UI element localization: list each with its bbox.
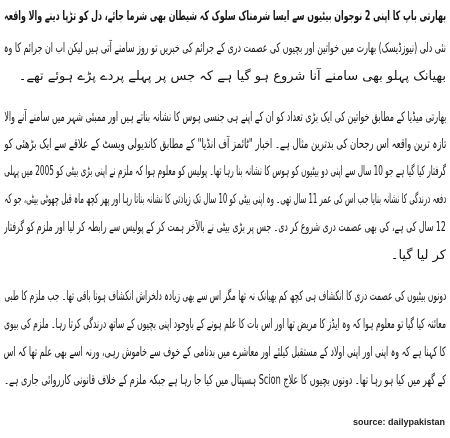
line-text: نئی دلی (نیوزڈیسک) بھارت میں خواتین اور بچیوں کی عصمت دری کے جرائم کی خبریں تو روز سامنے آتی ہیں لیکن اب ان جرائم کا وہ — [4, 41, 446, 56]
line-text: 12 سال کی ہے، کی بھی عصمت دری شروع کر دی۔ جس پر بڑی بیٹی نے بالآخر ہمت کر کے پولیس سے رابطہ کر لیا اور ملزم کو گرفتار — [4, 220, 446, 235]
paragraph-line — [4, 64, 446, 90]
line-text: گرفتار کیا گیا ہے جو 10 سال سے اپنی دو بیٹیوں کو ہوس کا نشانہ بنا رہا تھا۔ پولیس کو معلوم ہوا کہ ملزم نے اپنی بڑی بیٹی کو 2005 میں پہلی — [4, 164, 446, 179]
line-text: معائنہ کیا گیا تو معلوم ہوا کہ وہ ایڈز کا مریض تھا اور اس بات کا علم ہونے کے باوجود اپنی بچیوں کے ساتھ درندگی کرتا رہا۔ ملزم کی بیوی — [4, 317, 446, 332]
line-text: کر لیا گیا۔ — [390, 248, 446, 263]
line-text: بھیانک پہلو بھی سامنے آنا شروع ہو گیا ہے کہ جس پر پہلے پردے پڑے ہوئے تھے۔ — [18, 69, 446, 84]
headline-text: بھارتی باپ کا اپنی 2 نوجوان بیٹیوں سے ایسا شرمناک سلوک کہ شیطان بھی شرما جائے، دل کو تڑپا دینے والا واقعہ — [4, 9, 446, 24]
paragraph-line — [4, 284, 446, 310]
paragraph-line — [4, 312, 446, 338]
line-text: دفعہ درندگی کا نشانہ بنایا جب اس کی عمر 11 سال تھی۔ وہ اپنی بیٹی کو 10 سال تک زیادتی کا نشانہ بناتا رہا اور پھر کچھ ماہ قبل چھوٹی بیٹی، جو کہ — [4, 192, 446, 207]
paragraph-line — [4, 159, 446, 185]
paragraph-line — [4, 368, 446, 394]
paragraph-line — [4, 36, 446, 62]
line-text: تازہ ترین واقعہ اس رجحان کی بدترین مثال ہے۔ اخبار "ٹائمز آف انڈیا" کے مطابق کاندیولی ویسٹ کے علاقے سے ایک بڑھئی کو — [4, 137, 446, 152]
paragraph-line — [4, 132, 446, 158]
paragraph-line — [4, 243, 446, 269]
paragraph-line — [4, 215, 446, 241]
paragraph-line — [4, 105, 446, 131]
line-text: دونوں بیٹیوں کی عصمت دری کا انکشاف ہی کچھ کم بھیانک نہ تھا مگر اس سے بھی زیادہ دلخراش انکشاف ہونا باقی تھا۔ جب ملزم کا طبی — [4, 289, 446, 304]
paragraph-line — [4, 187, 446, 213]
line-text: بھارتی میڈیا کے مطابق خواتین کی ایک بڑی تعداد کو ان کے اپنے ہی جنسی ہوس کا نشانہ بناتے ہیں اور ممبئی شہر میں سامنے آنے والا — [4, 110, 446, 125]
line-text: کے گھر میں کیا ہو رہا تھا۔ دونوں بچیوں کا علاج Scion ہسپتال میں کیا جا رہا ہے جبکہ ملزم کے خلاف قانونی کارروائی جاری ہے۔ — [4, 373, 446, 388]
headline — [4, 4, 446, 30]
source-credit: source: dailypakistan — [352, 417, 445, 427]
paragraph-line — [4, 340, 446, 366]
line-text: کا کہنا ہے کہ وہ اپنی اور اپنی اولاد کے مستقبل کیلئے اور معاشرے میں بدنامی کے خوف سے خاموش رہی، ورنہ اسے بھی علم تھا کہ اس — [4, 345, 446, 360]
